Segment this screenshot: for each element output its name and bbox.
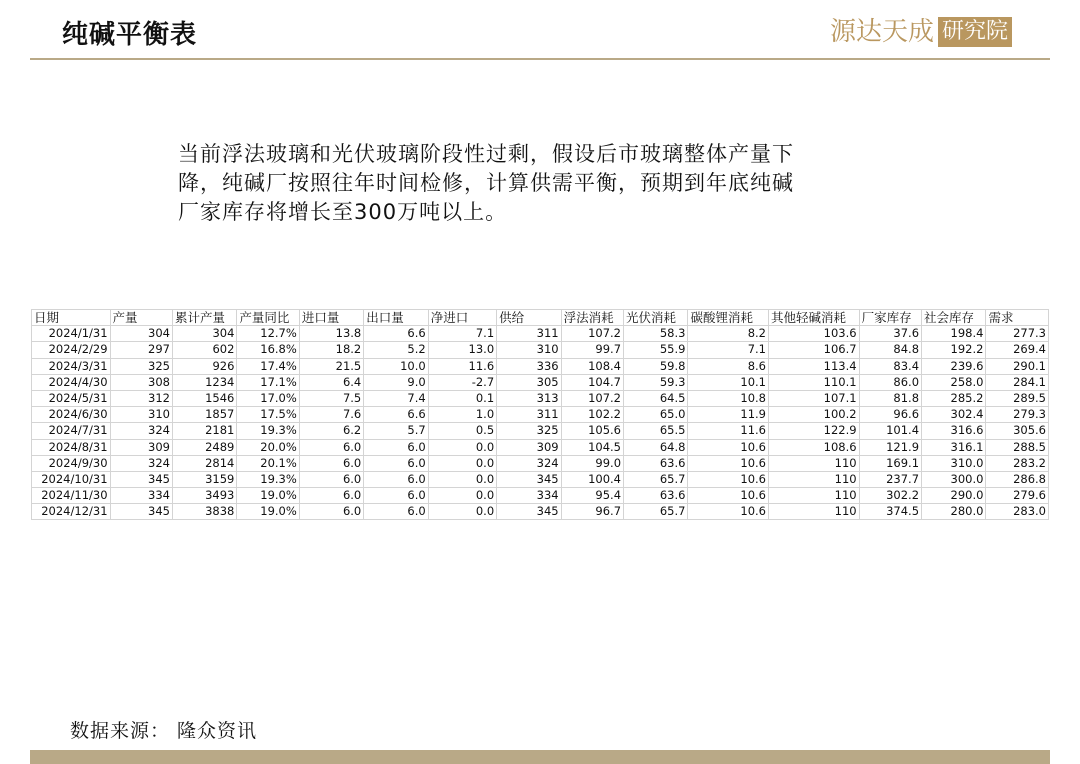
table-cell: 0.1 <box>428 390 496 406</box>
table-cell: 309 <box>497 439 561 455</box>
table-cell: 10.6 <box>688 488 769 504</box>
table-cell: 110 <box>769 455 860 471</box>
table-cell: 102.2 <box>561 407 623 423</box>
table-cell: 84.8 <box>859 342 921 358</box>
table-cell: 10.0 <box>364 358 428 374</box>
table-cell: 300.0 <box>922 471 986 487</box>
table-cell: 5.2 <box>364 342 428 358</box>
table-cell: 324 <box>110 423 172 439</box>
table-cell: 3493 <box>172 488 236 504</box>
table-row <box>32 439 1049 455</box>
table-cell: 288.5 <box>986 439 1049 455</box>
table-cell: 2024/11/30 <box>32 488 111 504</box>
table-cell: 17.5% <box>237 407 299 423</box>
table-cell: 37.6 <box>859 326 921 342</box>
table-cell: 11.9 <box>688 407 769 423</box>
table-cell: 313 <box>497 390 561 406</box>
table-cell: 21.5 <box>299 358 363 374</box>
table-cell: 0.5 <box>428 423 496 439</box>
table-cell: 6.0 <box>299 504 363 520</box>
table-cell: 325 <box>497 423 561 439</box>
table-cell: 1234 <box>172 374 236 390</box>
table-cell: 17.0% <box>237 390 299 406</box>
table-cell: 19.0% <box>237 504 299 520</box>
table-cell: 3159 <box>172 471 236 487</box>
summary-line: 降，纯碱厂按照往年时间检修，计算供需平衡，预期到年底纯碱 <box>178 171 794 195</box>
table-cell: 113.4 <box>769 358 860 374</box>
column-header: 需求 <box>986 310 1049 326</box>
table-cell: 81.8 <box>859 390 921 406</box>
table-cell: 290.1 <box>986 358 1049 374</box>
table-cell: 0.0 <box>428 471 496 487</box>
table-cell: 7.1 <box>428 326 496 342</box>
table-cell: 2024/10/31 <box>32 471 111 487</box>
table-cell: 2489 <box>172 439 236 455</box>
table-cell: 65.7 <box>624 504 688 520</box>
table-cell: 324 <box>497 455 561 471</box>
table-cell: 17.4% <box>237 358 299 374</box>
table-cell: 7.5 <box>299 390 363 406</box>
table-cell: 336 <box>497 358 561 374</box>
table-cell: 1546 <box>172 390 236 406</box>
table-cell: 0.0 <box>428 439 496 455</box>
table-cell: 104.5 <box>561 439 623 455</box>
table-cell: 297 <box>110 342 172 358</box>
table-cell: 6.4 <box>299 374 363 390</box>
table-cell: 12.7% <box>237 326 299 342</box>
table-cell: 110 <box>769 488 860 504</box>
table-cell: 16.8% <box>237 342 299 358</box>
table-cell: 6.0 <box>364 504 428 520</box>
table-header-row <box>32 310 1049 326</box>
table-cell: 10.6 <box>688 455 769 471</box>
table-row <box>32 374 1049 390</box>
table-cell: 19.3% <box>237 471 299 487</box>
table-cell: 10.1 <box>688 374 769 390</box>
table-cell: 100.2 <box>769 407 860 423</box>
table-cell: 310 <box>110 407 172 423</box>
table-cell: 305.6 <box>986 423 1049 439</box>
table-cell: 345 <box>497 471 561 487</box>
table-cell: 64.8 <box>624 439 688 455</box>
summary-line: 当前浮法玻璃和光伏玻璃阶段性过剩，假设后市玻璃整体产量下 <box>178 142 794 166</box>
table-cell: 8.6 <box>688 358 769 374</box>
table-cell: 279.6 <box>986 488 1049 504</box>
table-cell: 279.3 <box>986 407 1049 423</box>
table-cell: 345 <box>497 504 561 520</box>
table-cell: 108.4 <box>561 358 623 374</box>
table-cell: 926 <box>172 358 236 374</box>
table-cell: 1.0 <box>428 407 496 423</box>
table-cell: 310 <box>497 342 561 358</box>
brand-logo <box>830 16 1026 48</box>
table-cell: 63.6 <box>624 488 688 504</box>
table-cell: 6.0 <box>364 439 428 455</box>
column-header: 社会库存 <box>922 310 986 326</box>
table-cell: 3838 <box>172 504 236 520</box>
table-cell: 7.1 <box>688 342 769 358</box>
column-header: 累计产量 <box>172 310 236 326</box>
table-cell: 277.3 <box>986 326 1049 342</box>
table-cell: 6.6 <box>364 407 428 423</box>
table-cell: 312 <box>110 390 172 406</box>
table-cell: 59.8 <box>624 358 688 374</box>
table-cell: 7.6 <box>299 407 363 423</box>
table-cell: 302.4 <box>922 407 986 423</box>
table-cell: 6.0 <box>299 455 363 471</box>
table-row <box>32 471 1049 487</box>
table-cell: 6.0 <box>299 471 363 487</box>
table-cell: 122.9 <box>769 423 860 439</box>
table-cell: 65.5 <box>624 423 688 439</box>
table-cell: 11.6 <box>688 423 769 439</box>
table-cell: 311 <box>497 326 561 342</box>
column-header: 碳酸锂消耗 <box>688 310 769 326</box>
table-cell: 107.2 <box>561 326 623 342</box>
table-cell: 284.1 <box>986 374 1049 390</box>
table-cell: 239.6 <box>922 358 986 374</box>
table-cell: 283.2 <box>986 455 1049 471</box>
table-cell: 169.1 <box>859 455 921 471</box>
table-cell: 13.0 <box>428 342 496 358</box>
table-cell: 110 <box>769 504 860 520</box>
column-header: 其他轻碱消耗 <box>769 310 860 326</box>
table-cell: 6.2 <box>299 423 363 439</box>
table-cell: 104.7 <box>561 374 623 390</box>
table-cell: 0.0 <box>428 455 496 471</box>
table-cell: 20.0% <box>237 439 299 455</box>
table-cell: 304 <box>110 326 172 342</box>
table-cell: 6.6 <box>364 326 428 342</box>
table-cell: 0.0 <box>428 504 496 520</box>
column-header: 日期 <box>32 310 111 326</box>
table-cell: 10.6 <box>688 471 769 487</box>
table-cell: 6.0 <box>364 471 428 487</box>
table-cell: 308 <box>110 374 172 390</box>
table-cell: 6.0 <box>364 488 428 504</box>
table-cell: 345 <box>110 504 172 520</box>
column-header: 产量同比 <box>237 310 299 326</box>
table-cell: 103.6 <box>769 326 860 342</box>
table-cell: 6.0 <box>299 439 363 455</box>
column-header: 净进口 <box>428 310 496 326</box>
table-cell: 10.6 <box>688 504 769 520</box>
table-cell: 374.5 <box>859 504 921 520</box>
table-cell: 302.2 <box>859 488 921 504</box>
table-cell: 283.0 <box>986 504 1049 520</box>
table-cell: 19.0% <box>237 488 299 504</box>
table-cell: 96.7 <box>561 504 623 520</box>
table-cell: 286.8 <box>986 471 1049 487</box>
table-row <box>32 504 1049 520</box>
table-cell: 310.0 <box>922 455 986 471</box>
table-cell: 18.2 <box>299 342 363 358</box>
table-cell: 258.0 <box>922 374 986 390</box>
table-cell: 316.6 <box>922 423 986 439</box>
table-row <box>32 358 1049 374</box>
table-cell: 17.1% <box>237 374 299 390</box>
table-cell: 334 <box>497 488 561 504</box>
table-cell: 8.2 <box>688 326 769 342</box>
table-cell: 2024/6/30 <box>32 407 111 423</box>
balance-table <box>31 309 1049 520</box>
table-cell: 105.6 <box>561 423 623 439</box>
table-cell: 65.7 <box>624 471 688 487</box>
table-cell: 2024/5/31 <box>32 390 111 406</box>
table-cell: 280.0 <box>922 504 986 520</box>
table-cell: -2.7 <box>428 374 496 390</box>
table-cell: 2024/9/30 <box>32 455 111 471</box>
logo-text: 源达天成 <box>830 17 935 47</box>
table-cell: 101.4 <box>859 423 921 439</box>
column-header: 进口量 <box>299 310 363 326</box>
table-cell: 110.1 <box>769 374 860 390</box>
table-cell: 7.4 <box>364 390 428 406</box>
table-cell: 11.6 <box>428 358 496 374</box>
table-cell: 99.0 <box>561 455 623 471</box>
page-title: 纯碱平衡表 <box>62 20 198 50</box>
table-cell: 9.0 <box>364 374 428 390</box>
table-cell: 108.6 <box>769 439 860 455</box>
table-cell: 83.4 <box>859 358 921 374</box>
table-cell: 64.5 <box>624 390 688 406</box>
summary-line: 厂家库存将增长至300万吨以上。 <box>178 200 508 224</box>
table-cell: 2814 <box>172 455 236 471</box>
table-cell: 1857 <box>172 407 236 423</box>
table-cell: 290.0 <box>922 488 986 504</box>
column-header: 供给 <box>497 310 561 326</box>
table-cell: 334 <box>110 488 172 504</box>
table-cell: 86.0 <box>859 374 921 390</box>
column-header: 产量 <box>110 310 172 326</box>
table-cell: 0.0 <box>428 488 496 504</box>
table-cell: 2024/8/31 <box>32 439 111 455</box>
table-cell: 316.1 <box>922 439 986 455</box>
table-cell: 269.4 <box>986 342 1049 358</box>
table-cell: 198.4 <box>922 326 986 342</box>
column-header: 浮法消耗 <box>561 310 623 326</box>
header-divider <box>30 58 1050 60</box>
table-row <box>32 326 1049 342</box>
table-cell: 2024/2/29 <box>32 342 111 358</box>
table-cell: 192.2 <box>922 342 986 358</box>
table-cell: 107.1 <box>769 390 860 406</box>
table-cell: 99.7 <box>561 342 623 358</box>
table-cell: 289.5 <box>986 390 1049 406</box>
table-row <box>32 455 1049 471</box>
table-cell: 121.9 <box>859 439 921 455</box>
table-cell: 2024/1/31 <box>32 326 111 342</box>
table-cell: 10.6 <box>688 439 769 455</box>
table-cell: 110 <box>769 471 860 487</box>
table-cell: 65.0 <box>624 407 688 423</box>
table-cell: 309 <box>110 439 172 455</box>
table-cell: 6.0 <box>299 488 363 504</box>
table-cell: 55.9 <box>624 342 688 358</box>
table-cell: 602 <box>172 342 236 358</box>
table-cell: 58.3 <box>624 326 688 342</box>
table-cell: 2181 <box>172 423 236 439</box>
table-cell: 100.4 <box>561 471 623 487</box>
table-cell: 13.8 <box>299 326 363 342</box>
table-cell: 107.2 <box>561 390 623 406</box>
table-cell: 2024/7/31 <box>32 423 111 439</box>
table-cell: 304 <box>172 326 236 342</box>
table-cell: 19.3% <box>237 423 299 439</box>
table-cell: 63.6 <box>624 455 688 471</box>
table-row <box>32 342 1049 358</box>
table-row <box>32 390 1049 406</box>
table-cell: 59.3 <box>624 374 688 390</box>
table-cell: 96.6 <box>859 407 921 423</box>
table-cell: 106.7 <box>769 342 860 358</box>
table-cell: 305 <box>497 374 561 390</box>
logo-box-text: 研究院 <box>938 17 1012 47</box>
table-row <box>32 423 1049 439</box>
table-cell: 2024/3/31 <box>32 358 111 374</box>
table-cell: 324 <box>110 455 172 471</box>
table-cell: 311 <box>497 407 561 423</box>
table-row <box>32 407 1049 423</box>
table-cell: 285.2 <box>922 390 986 406</box>
footer-bar <box>30 750 1050 764</box>
column-header: 光伏消耗 <box>624 310 688 326</box>
table-cell: 2024/12/31 <box>32 504 111 520</box>
table-cell: 325 <box>110 358 172 374</box>
column-header: 出口量 <box>364 310 428 326</box>
table-cell: 10.8 <box>688 390 769 406</box>
table-cell: 237.7 <box>859 471 921 487</box>
table-cell: 5.7 <box>364 423 428 439</box>
table-cell: 345 <box>110 471 172 487</box>
data-source: 数据来源： 隆众资讯 <box>70 720 258 742</box>
column-header: 厂家库存 <box>859 310 921 326</box>
table-cell: 6.0 <box>364 455 428 471</box>
table-cell: 2024/4/30 <box>32 374 111 390</box>
table-cell: 95.4 <box>561 488 623 504</box>
table-cell: 20.1% <box>237 455 299 471</box>
table-row <box>32 488 1049 504</box>
summary-paragraph <box>178 140 898 227</box>
